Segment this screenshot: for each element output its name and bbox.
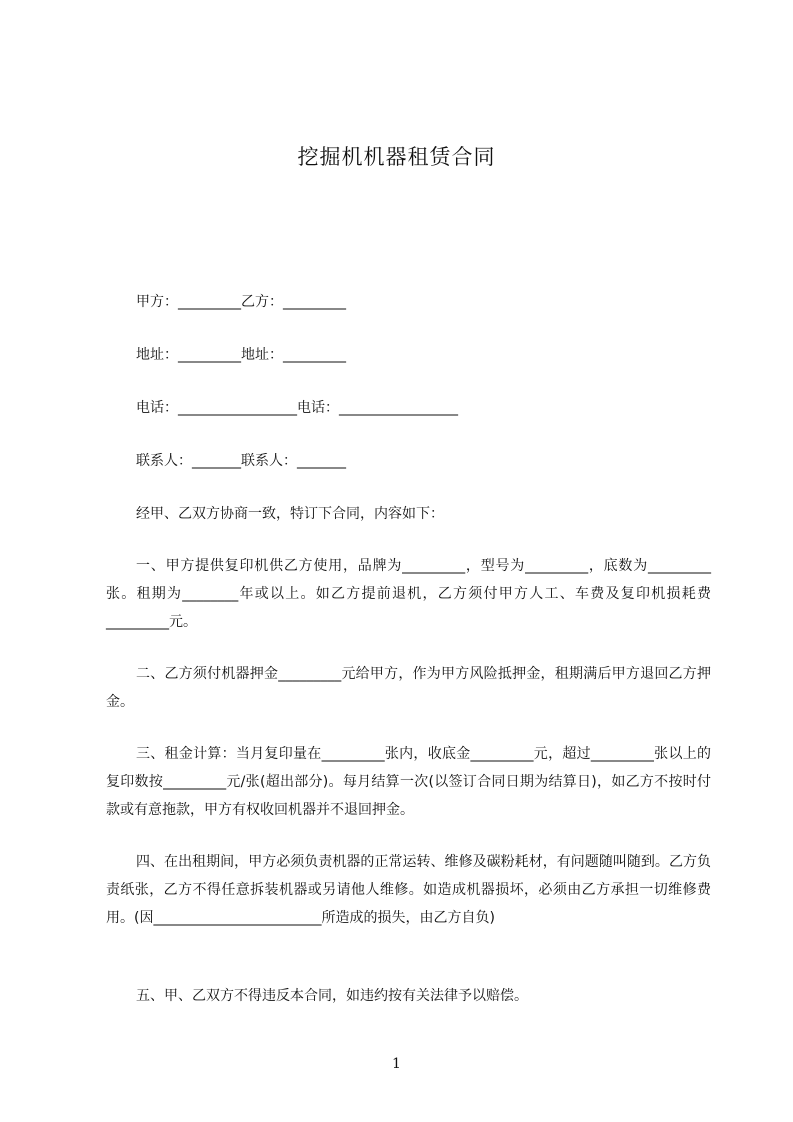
party-phone-line: 电话：_________________电话：_________________ bbox=[136, 400, 458, 416]
clause-4: 四、在出租期间，甲方必须负责机器的正常运转、维修及碳粉耗材，有问题随叫随到。乙方负责纸张，乙方不得任意拆装机器或另请他人维修。如造成机器损坏，必须由乙方承担一切维修费用。(因________________________所造成的损失，由乙方自负) bbox=[106, 854, 711, 926]
clause-1: 一、甲方提供复印机供乙方使用，品牌为_________，型号为_________，底数为_________张。租期为________年或以上。如乙方提前退机，乙方须付甲方人工、车费及复印机损耗费_________元。 bbox=[106, 558, 711, 630]
party-contact-line: 联系人：_______联系人：_______ bbox=[136, 453, 346, 469]
page-number: 1 bbox=[392, 1056, 401, 1072]
clause-2: 二、乙方须付机器押金_________元给甲方，作为甲方风险抵押金，租期满后甲方退回乙方押金。 bbox=[106, 666, 711, 710]
intro-paragraph: 经甲、乙双方协商一致，特订下合同，内容如下： bbox=[136, 506, 444, 522]
clause-3: 三、租金计算：当月复印量在_________张内，收底金_________元，超过_________张以上的复印数按_________元/张(超出部分)。每月结算一次(以签订合同日期为结算日)，如乙方不按时付款或有意拖款，甲方有权收回机器并不退回押金。 bbox=[106, 746, 711, 818]
party-address-line: 地址：_________地址：_________ bbox=[136, 347, 346, 363]
page-title: 挖掘机机器租赁合同 bbox=[297, 145, 496, 169]
clause-5: 五、甲、乙双方不得违反本合同，如违约按有关法律予以赔偿。 bbox=[136, 988, 528, 1004]
party-names-line: 甲方：_________乙方：_________ bbox=[136, 294, 346, 310]
